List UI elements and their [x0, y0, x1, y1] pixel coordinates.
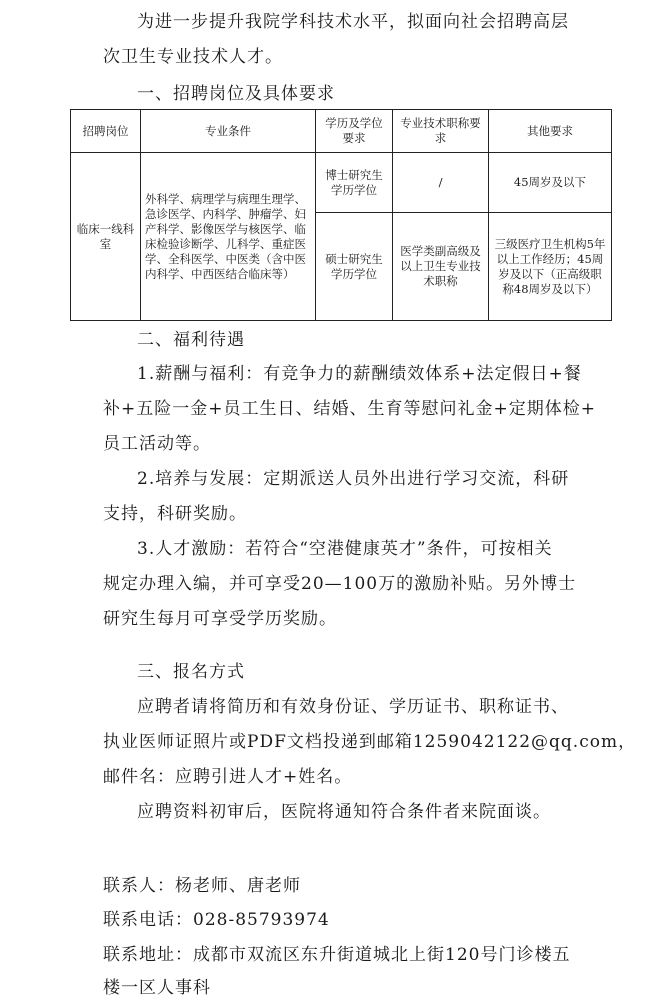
- apply-line-1: 应聘者请将简历和有效身份证、学历证书、职称证书、: [137, 697, 569, 717]
- benefit-2-line-1: 2.培养与发展：定期派送人员外出进行学习交流，科研: [137, 469, 570, 489]
- cell-title-req: 医学类副高级及以上卫生专业技术职称: [393, 213, 489, 321]
- header-post: 招聘岗位: [71, 110, 141, 153]
- contact-address-line-2: 楼一区人事科: [103, 978, 211, 998]
- benefit-1-line-2: 补+五险一金+员工生日、结婚、生育等慰问礼金+定期体检+: [103, 399, 596, 419]
- table-header-row: [71, 110, 612, 153]
- cell-major: 外科学、病理学与病理生理学、急诊医学、内科学、肿瘤学、妇产科学、影像医学与核医学、临床检验诊断学、儿科学、重症医学、全科医学、中医类（含中医内科学、中西医结合临床等）: [141, 153, 316, 321]
- contact-person: 联系人：杨老师、唐老师: [103, 876, 301, 896]
- contact-address-line-1: 联系地址：成都市双流区东升街道城北上街120号门诊楼五: [103, 945, 571, 965]
- benefit-1-line-1: 1.薪酬与福利：有竞争力的薪酬绩效体系+法定假日+餐: [137, 364, 582, 384]
- header-degree: 学历及学位要求: [316, 110, 393, 153]
- apply-line-4: 应聘资料初审后，医院将通知符合条件者来院面谈。: [137, 802, 551, 822]
- cell-other: 三级医疗卫生机构5年以上工作经历；45周岁及以下（正高级职称48周岁及以下）: [489, 213, 612, 321]
- benefit-3-line-3: 研究生每月可享受学历奖励。: [103, 609, 337, 629]
- requirements-table: [70, 109, 612, 321]
- cell-title-req: /: [393, 153, 489, 213]
- section-2-heading: 二、福利待遇: [137, 330, 245, 350]
- section-3-heading: 三、报名方式: [137, 662, 245, 682]
- table-row: [71, 153, 612, 213]
- cell-degree: 博士研究生学历学位: [316, 153, 393, 213]
- apply-line-3: 邮件名：应聘引进人才+姓名。: [103, 767, 353, 787]
- cell-other: 45周岁及以下: [489, 153, 612, 213]
- apply-line-2: 执业医师证照片或PDF文档投递到邮箱1259042122@qq.com，: [103, 732, 637, 752]
- header-title-req: 专业技术职称要求: [393, 110, 489, 153]
- benefit-2-line-2: 支持，科研奖励。: [103, 504, 247, 524]
- header-major: 专业条件: [141, 110, 316, 153]
- cell-degree: 硕士研究生学历学位: [316, 213, 393, 321]
- benefit-1-line-3: 员工活动等。: [103, 434, 211, 454]
- intro-line-1: 为进一步提升我院学科技术水平，拟面向社会招聘高层: [137, 12, 569, 32]
- cell-post: 临床一线科室: [71, 153, 141, 321]
- header-other: 其他要求: [489, 110, 612, 153]
- intro-line-2: 次卫生专业技术人才。: [103, 47, 283, 67]
- section-1-heading: 一、招聘岗位及具体要求: [137, 84, 335, 104]
- contact-phone: 联系电话：028-85793974: [103, 910, 330, 930]
- benefit-3-line-2: 规定办理入编，并可享受20—100万的激励补贴。另外博士: [103, 574, 577, 594]
- benefit-3-line-1: 3.人才激励：若符合“空港健康英才”条件，可按相关: [137, 539, 553, 559]
